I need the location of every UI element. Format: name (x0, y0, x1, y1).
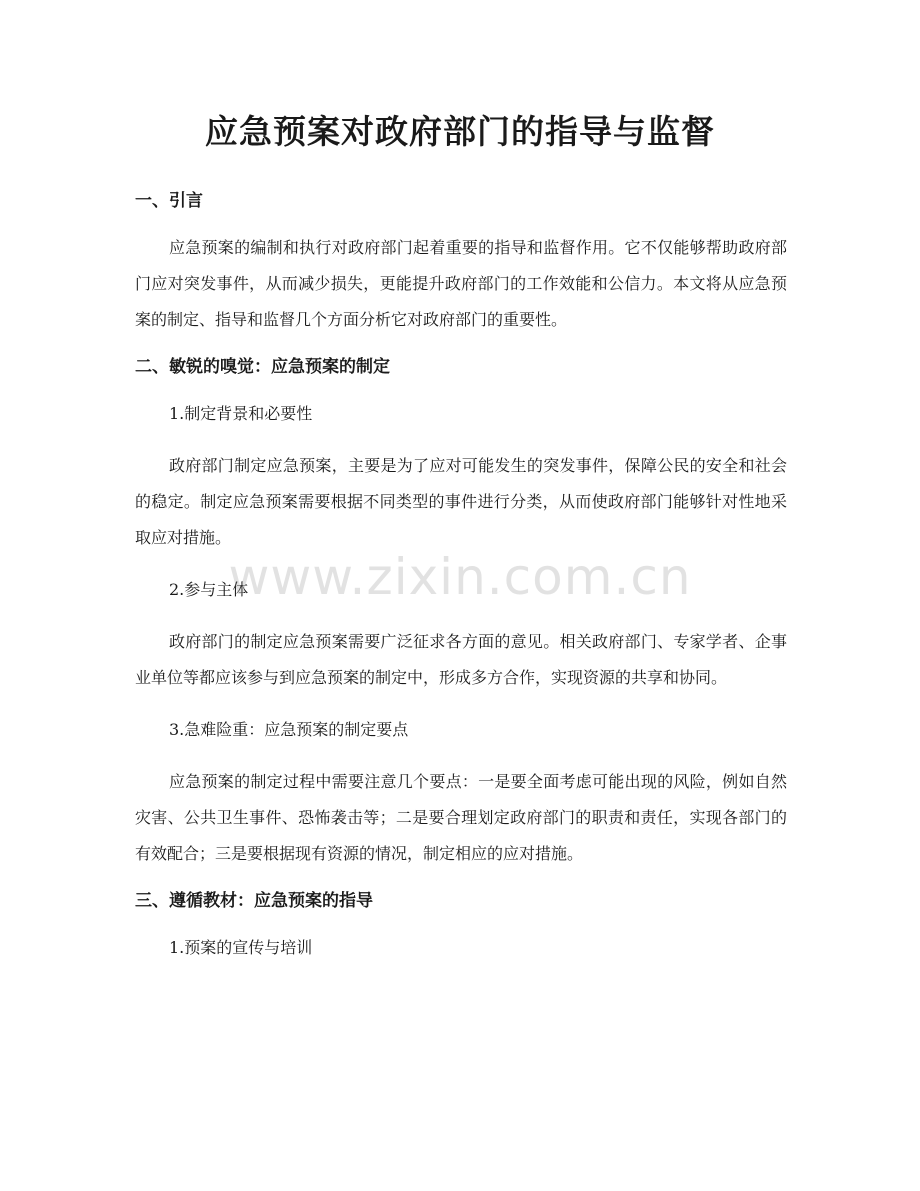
page-title: 应急预案对政府部门的指导与监督 (205, 112, 715, 151)
intro-paragraph: 应急预案的编制和执行对政府部门起着重要的指导和监督作用。它不仅能够帮助政府部门应对突发事件，从而减少损失，更能提升政府部门的工作效能和公信力。本文将从应急预案的制定、指导和监督几个方面分析它对政府部门的重要性。 (135, 238, 787, 329)
paragraph-participants: 政府部门的制定应急预案需要广泛征求各方面的意见。相关政府部门、专家学者、企事业单位等都应该参与到应急预案的制定中，形成多方合作，实现资源的共享和协同。 (135, 632, 787, 687)
section-heading-guidance: 三、遵循教材：应急预案的指导 (135, 891, 373, 911)
subheading-publicity-training: 1.预案的宣传与培训 (169, 938, 313, 957)
paragraph-background: 政府部门制定应急预案，主要是为了应对可能发生的突发事件，保障公民的安全和社会的稳定。制定应急预案需要根据不同类型的事件进行分类，从而使政府部门能够针对性地采取应对措施。 (135, 456, 787, 547)
subheading-key-points: 3.急难险重：应急预案的制定要点 (169, 720, 409, 739)
document-body (135, 184, 787, 966)
subheading-background: 1.制定背景和必要性 (169, 404, 313, 423)
section-heading-intro: 一、引言 (135, 191, 203, 211)
subheading-participants: 2.参与主体 (169, 580, 249, 599)
section-heading-formulation: 二、敏锐的嗅觉：应急预案的制定 (135, 357, 390, 377)
watermark: www.zixin.com.cn (228, 548, 692, 606)
paragraph-key-points: 应急预案的制定过程中需要注意几个要点：一是要全面考虑可能出现的风险，例如自然灾害、公共卫生事件、恐怖袭击等；二是要合理划定政府部门的职责和责任，实现各部门的有效配合；三是要根据现有资源的情况，制定相应的应对措施。 (135, 772, 787, 863)
